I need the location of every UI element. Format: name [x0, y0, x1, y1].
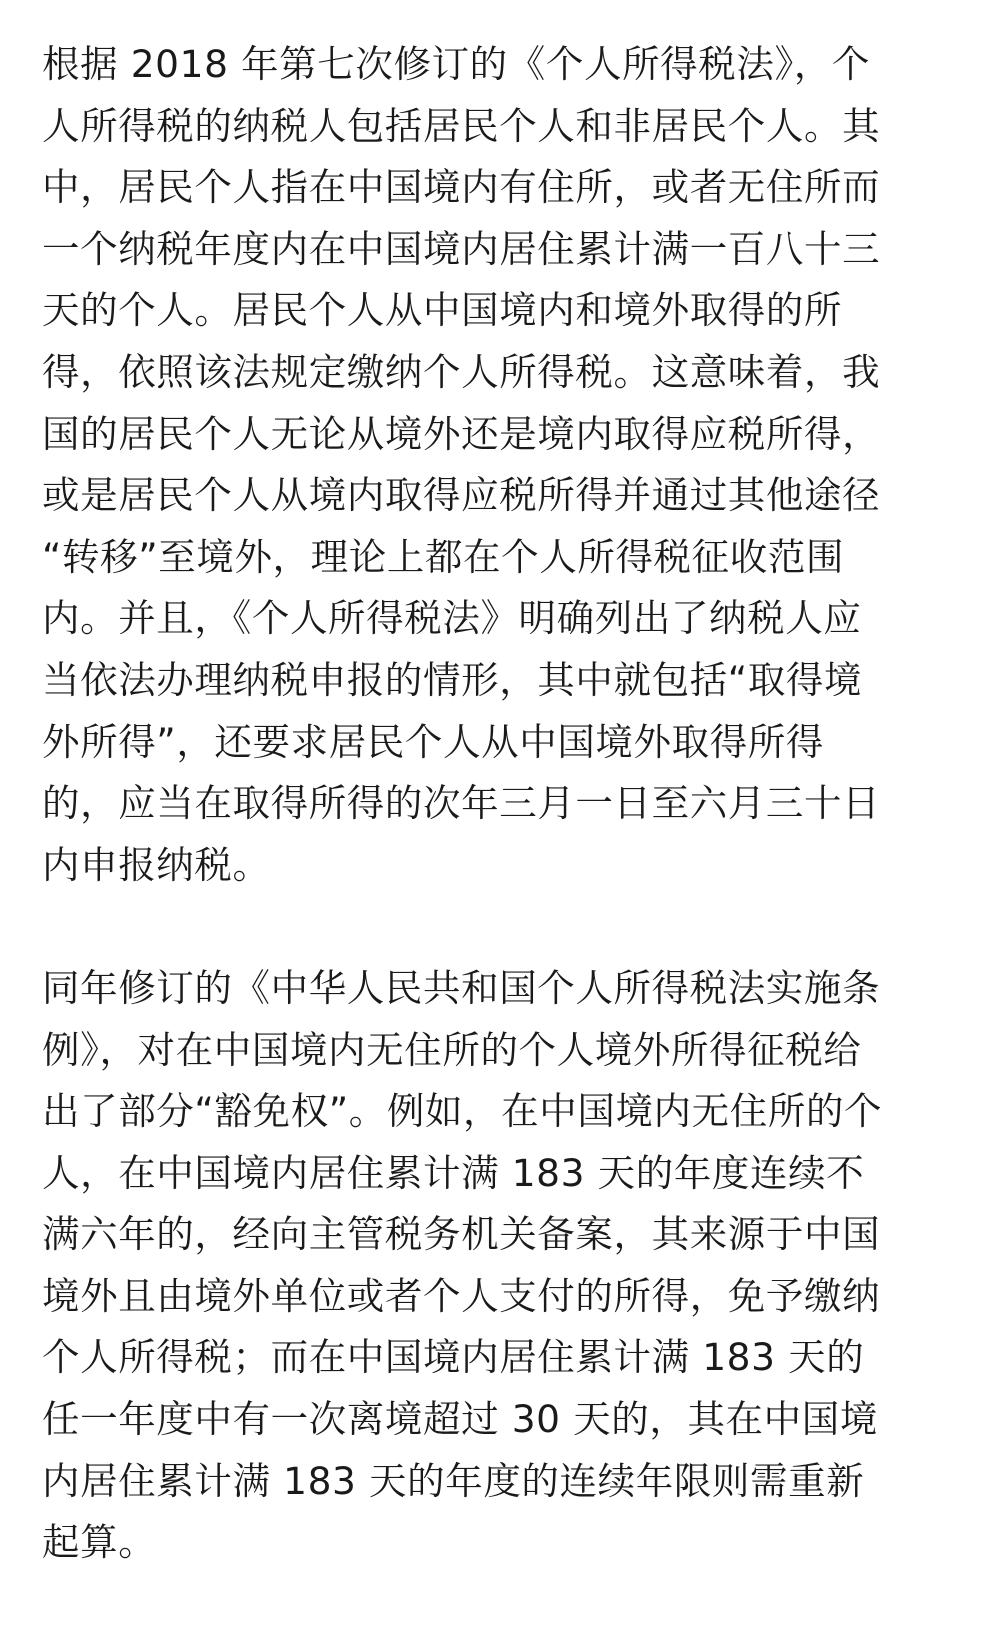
text-line: 中，居民个人指在中国境内有住所，或者无住所而	[42, 165, 881, 210]
text-line: 得，依照该法规定缴纳个人所得税。这意味着，我	[42, 349, 881, 394]
text-line: 当依法办理纳税申报的情形，其中就包括“取得境	[42, 657, 863, 702]
text-line: 国的居民个人无论从境外还是境内取得应税所得，	[42, 411, 881, 456]
paragraph-implementation-regulations	[42, 958, 950, 1574]
text-line: 任一年度中有一次离境超过 30 天的，其在中国境	[42, 1397, 878, 1442]
text-line: 一个纳税年度内在中国境内居住累计满一百八十三	[42, 226, 881, 271]
text-line: 根据 2018 年第七次修订的《个人所得税法》，个	[42, 42, 871, 86]
text-line: 的，应当在取得所得的次年三月一日至六月三十日	[42, 781, 881, 826]
text-line: 外所得”，还要求居民个人从中国境外取得所得	[42, 719, 825, 764]
text-line: “转移”至境外，理论上都在个人所得税征收范围	[42, 534, 845, 579]
text-line: 起算。	[42, 1520, 157, 1565]
text-line: 内。并且，《个人所得税法》明确列出了纳税人应	[42, 596, 862, 641]
paragraph-resident-tax-law	[42, 34, 950, 896]
text-line: 满六年的，经向主管税务机关备案，其来源于中国	[42, 1212, 881, 1257]
paragraph-spacer	[42, 896, 950, 958]
text-line: 人，在中国境内居住累计满 183 天的年度连续不	[42, 1150, 865, 1195]
text-line: 人所得税的纳税人包括居民个人和非居民个人。其	[42, 103, 881, 148]
text-line: 或是居民个人从境内取得应税所得并通过其他途径	[42, 473, 881, 518]
text-line: 内居住累计满 183 天的年度的连续年限则需重新	[42, 1458, 865, 1503]
text-line: 例》，对在中国境内无住所的个人境外所得征税给	[42, 1027, 862, 1072]
text-line: 天的个人。居民个人从中国境内和境外取得的所	[42, 288, 843, 333]
text-line: 同年修订的《中华人民共和国个人所得税法实施条	[42, 965, 881, 1010]
text-line: 境外且由境外单位或者个人支付的所得，免予缴纳	[42, 1273, 881, 1318]
text-line: 内申报纳税。	[42, 842, 271, 887]
text-line: 个人所得税；而在中国境内居住累计满 183 天的	[42, 1335, 865, 1380]
text-line: 出了部分“豁免权”。例如，在中国境内无住所的个	[42, 1089, 883, 1134]
